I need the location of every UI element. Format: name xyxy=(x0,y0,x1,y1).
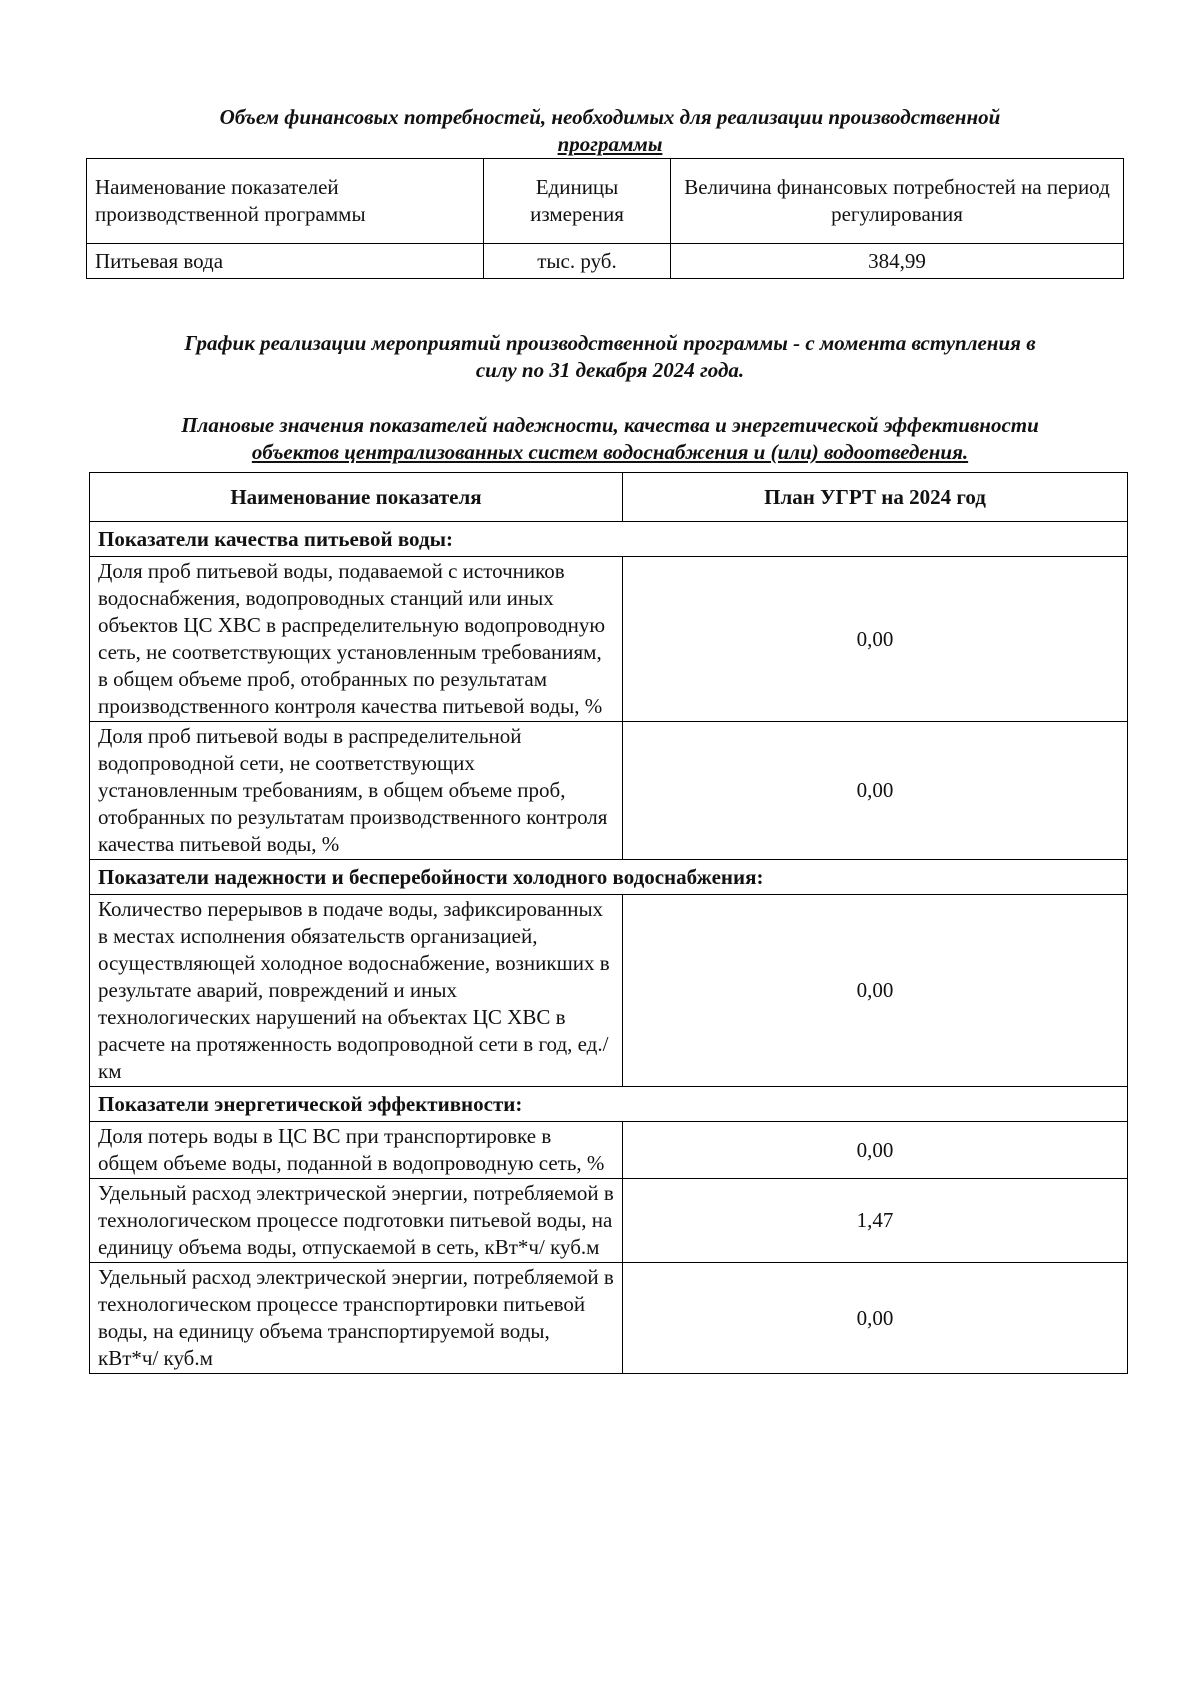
financial-row-unit: тыс. руб. xyxy=(484,244,671,279)
plan-title-line1: Плановые значения показателей надежности, качества и энергетической эффективности xyxy=(181,413,1039,437)
financial-header-value: Величина финансовых потребностей на период регулирования xyxy=(671,159,1124,244)
schedule-title-line1: График реализации мероприятий производственной программы - с момента вступления в xyxy=(184,331,1036,355)
indicator-name: Удельный расход электрической энергии, потребляемой в технологическом процессе транспортировки питьевой воды, на единицу объема транспортируемой воды, кВт*ч/ куб.м xyxy=(90,1263,623,1374)
section-row xyxy=(90,860,1128,895)
table-row xyxy=(90,722,1128,860)
financial-title-line1: Объем финансовых потребностей, необходимых для реализации производственной xyxy=(219,105,1001,129)
indicator-value: 0,00 xyxy=(623,895,1128,1087)
indicator-value: 1,47 xyxy=(623,1179,1128,1263)
plan-title-line2: объектов централизованных систем водоснабжения и (или) водоотведения. xyxy=(251,440,969,464)
indicator-value: 0,00 xyxy=(623,557,1128,722)
section-title-energy: Показатели энергетической эффективности: xyxy=(90,1087,1128,1122)
plan-header-name: Наименование показателя xyxy=(90,473,623,522)
schedule-title xyxy=(90,330,1130,384)
financial-row-name: Питьевая вода xyxy=(87,244,484,279)
plan-table xyxy=(89,472,1128,1374)
section-row xyxy=(90,522,1128,557)
indicator-name: Количество перерывов в подаче воды, зафиксированных в местах исполнения обязательств организацией, осуществляющей холодное водоснабжение, возникших в результате аварий, повреждений и иных технологических нарушений на объектах ЦС ХВС в расчете на протяженность водопроводной сети в год, ед./км xyxy=(90,895,623,1087)
financial-title-line2: программы xyxy=(557,132,663,156)
section-title-quality: Показатели качества питьевой воды: xyxy=(90,522,1128,557)
financial-table-row xyxy=(87,244,1124,279)
table-row xyxy=(90,1179,1128,1263)
financial-row-value: 384,99 xyxy=(671,244,1124,279)
table-row xyxy=(90,895,1128,1087)
indicator-value: 0,00 xyxy=(623,722,1128,860)
financial-table-header xyxy=(87,159,1124,244)
table-row xyxy=(90,557,1128,722)
financial-table xyxy=(86,158,1124,279)
financial-header-name: Наименование показателей производственной программы xyxy=(87,159,484,244)
table-row xyxy=(90,1263,1128,1374)
indicator-name: Доля потерь воды в ЦС ВС при транспортировке в общем объеме воды, поданной в водопроводную сеть, % xyxy=(90,1122,623,1179)
indicator-name: Удельный расход электрической энергии, потребляемой в технологическом процессе подготовки питьевой воды, на единицу объема воды, отпускаемой в сеть, кВт*ч/ куб.м xyxy=(90,1179,623,1263)
indicator-value: 0,00 xyxy=(623,1263,1128,1374)
section-row xyxy=(90,1087,1128,1122)
indicator-value: 0,00 xyxy=(623,1122,1128,1179)
indicator-name: Доля проб питьевой воды, подаваемой с источников водоснабжения, водопроводных станций или иных объектов ЦС ХВС в распределительную водопроводную сеть, не соответствующих установленным требованиям, в общем объеме проб, отобранных по результатам производственного контроля качества питьевой воды, % xyxy=(90,557,623,722)
financial-header-unit: Единицы измерения xyxy=(484,159,671,244)
plan-header-value: План УГРТ на 2024 год xyxy=(623,473,1128,522)
plan-table-header xyxy=(90,473,1128,522)
table-row xyxy=(90,1122,1128,1179)
financial-title xyxy=(90,104,1130,158)
plan-title xyxy=(90,412,1130,466)
schedule-title-line2: силу по 31 декабря 2024 года. xyxy=(475,358,745,382)
section-title-reliability: Показатели надежности и бесперебойности холодного водоснабжения: xyxy=(90,860,1128,895)
indicator-name: Доля проб питьевой воды в распределительной водопроводной сети, не соответствующих установленным требованиям, в общем объеме проб, отобранных по результатам производственного контроля качества питьевой воды, % xyxy=(90,722,623,860)
